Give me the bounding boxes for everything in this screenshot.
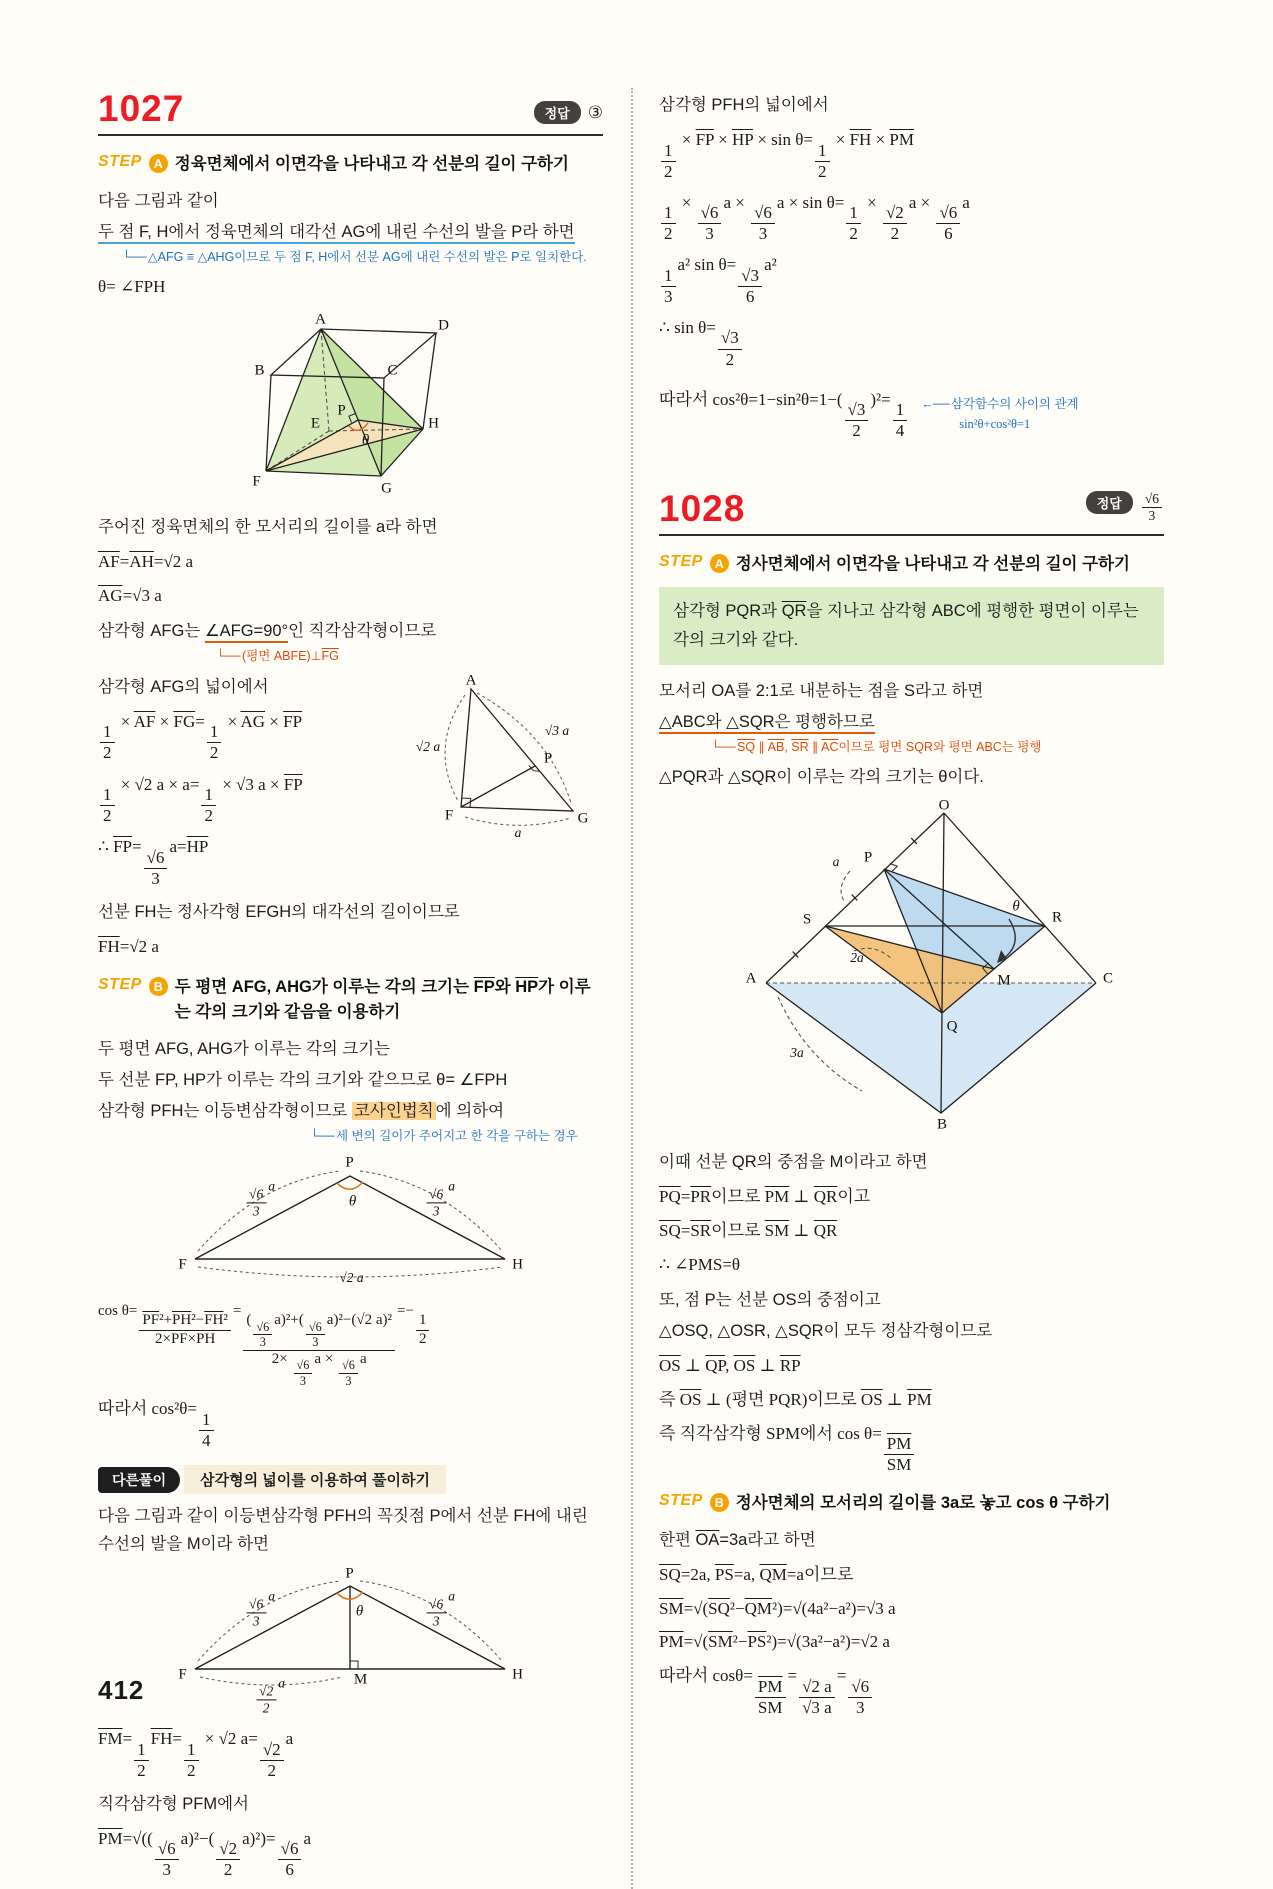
- step-label: STEP: [659, 553, 703, 571]
- formula-line: $\frac{1}{3}$ a² sin θ= $\frac{√3}{6}$ a²: [659, 253, 1164, 307]
- figure-side-label: a: [514, 824, 522, 840]
- answer-value: $\frac{√6}{3}$: [1140, 480, 1164, 524]
- problem-number: 1028: [659, 488, 746, 530]
- answer-value: ③: [587, 102, 603, 122]
- annotation-formula: sin²θ+cos²θ=1: [959, 417, 1031, 432]
- figure-label: P: [345, 1565, 354, 1582]
- text-line: [98, 1097, 603, 1125]
- figure-label: M: [353, 1671, 368, 1688]
- formula-line: $\overline{OS}$ ⊥ $\overline{QP}$, $\overline{OS}$ ⊥ $\overline{RP}$: [659, 1356, 801, 1376]
- hint-box: 삼각형 PQR과 $\overline{QR}$을 지나고 삼각형 ABC에 평행한 평면이 이루는 각의 크기와 같다.: [659, 587, 1164, 665]
- figure-side-label: √3 a: [544, 722, 570, 738]
- text-line: [98, 617, 603, 645]
- columns: [98, 88, 1213, 1889]
- figure-label: P: [863, 849, 873, 866]
- annotation-red: └── $\overline{SQ}$ ∥ $\overline{AB}$, $\overline{SR}$ ∥ $\overline{AC}$이므로 평면 SQR와 평면 ABC는 평행: [659, 739, 1164, 757]
- text-segment: 에 의하여: [435, 1102, 505, 1121]
- figure-label: O: [938, 797, 950, 814]
- figure-side-label: $\frac{√6}{3}$ a: [244, 1589, 275, 1630]
- figure-label: G: [381, 480, 392, 497]
- annotation-blue: └── △AFG ≡ △AHG이므로 두 점 F, H에서 선분 AG에 내린 수선의 발은 P로 일치한다.: [98, 249, 603, 267]
- figure-length-label: 2a: [850, 950, 864, 966]
- text-line: 두 선분 FP, HP가 이루는 각의 크기와 같으므로 θ= ∠FPH: [98, 1071, 508, 1090]
- figure-label: F: [252, 473, 261, 490]
- tetrahedron-drawing: [704, 801, 1119, 1136]
- annotation-blue: └── 세 변의 길이가 주어지고 한 각을 구하는 경우: [98, 1128, 603, 1146]
- tetrahedron-figure: [704, 797, 1119, 1136]
- figure-label: G: [577, 810, 589, 827]
- text-line: 모서리 OA를 2:1로 내분하는 점을 S라고 하면: [659, 681, 984, 700]
- formula-line: 따라서 cos²θ=1−sin²θ=1−( $\frac{√3}{2}$ )²= $\frac{1}{4}$: [659, 388, 909, 442]
- text-line: △OSQ, △OSR, △SQR이 모두 정삼각형이므로: [659, 1322, 993, 1341]
- triangle-afg-drawing: [401, 675, 603, 843]
- step-label: STEP: [98, 976, 142, 994]
- figure-label-theta: θ: [1012, 898, 1020, 915]
- figure-side-label: $\frac{√6}{3}$ a: [424, 1178, 455, 1219]
- text-line: 직각삼각형 PFM에서: [98, 1794, 249, 1813]
- underlined-text-red: △ABC와 △SQR은 평행하므로: [659, 713, 875, 734]
- page-number: 412: [98, 1675, 145, 1705]
- step-b-title: 두 평면 AFG, AHG가 이루는 각의 크기는 $\overline{FP}$와 $\overline{HP}$가 이루는 각의 크기와 같음을 이용하기: [174, 978, 591, 1022]
- figure-label-theta: θ: [361, 432, 370, 449]
- text-line: 다음 그림과 같이 이등변삼각형 PFH의 꼭짓점 P에서 선분 FH에 내린 수선의 발을 M이라 하면: [98, 1507, 588, 1554]
- formula-line: 즉 직각삼각형 SPM에서 cos θ= $\frac{\overline{PM}}{SM}$: [659, 1422, 1164, 1476]
- formula-line: cos θ= $\frac{\overline{PF}^2+\overline{PH}^2-\overline{FH}^2}{2\times\overline{PF}\times\overline{PH}}$ = ( $\frac{√6}{3}$ a)²+( $\frac{√6}{3}$ a)²−(√2 a)² 2× $\frac{√6}{3}$ a × $\frac{√6}{3}$ a =− $\frac{1}{2}$: [98, 1301, 603, 1389]
- step-a-title: 정육면체에서 이면각을 나타내고 각 선분의 길이 구하기: [174, 155, 569, 173]
- text-line: [98, 218, 603, 246]
- figure-label: B: [254, 362, 265, 379]
- text-line: 이때 선분 QR의 중점을 M이라고 하면: [659, 1153, 928, 1172]
- figure-label: S: [802, 911, 812, 928]
- formula-line: $\frac{1}{2}$ × √2 a × a= $\frac{1}{2}$ × √3 $a \times \overline{FP}$: [98, 773, 603, 827]
- problem-1027-continued: [659, 91, 1164, 450]
- step-b-heading: [98, 975, 603, 1025]
- figure-label: F: [178, 1666, 187, 1683]
- text-line: 한편 $\overline{OA}=3a$라고 하면: [659, 1531, 816, 1550]
- figure-label: D: [438, 317, 449, 334]
- problem-number: 1027: [98, 88, 185, 129]
- formula-line: $\overline{SQ}=\overline{SR}$이므로 $\overline{SM}$ ⊥ $\overline{QR}$: [659, 1221, 838, 1240]
- text-line: [659, 708, 1164, 736]
- left-column: [98, 88, 603, 1889]
- answer-label: 정답: [534, 101, 581, 124]
- problem-1028-header: [659, 488, 1164, 536]
- figure-label: H: [512, 1666, 523, 1683]
- text-line: △PQR과 △SQR이 이루는 각의 크기는 θ이다.: [659, 768, 984, 787]
- figure-label: Q: [946, 1018, 958, 1035]
- alt-solution-badge: 다른풀이: [98, 1467, 180, 1493]
- alt-solution-heading: [98, 1465, 603, 1494]
- figure-side-label: $\frac{√6}{3}$ a: [244, 1178, 275, 1219]
- formula-line: θ= ∠FPH: [98, 277, 166, 297]
- formula-line: 따라서 cosθ= $\frac{\overline{PM}}{SM}$ = $\frac{√2 a}{√3 a}$ = $\frac{√6}{3}$: [659, 1664, 1164, 1718]
- figure-label: P: [543, 750, 553, 767]
- cube-figure: [216, 309, 486, 505]
- figure-label: F: [444, 807, 454, 824]
- formula-line: $\overline{PQ}=\overline{PR}$이므로 $\overline{PM}$ ⊥ $\overline{QR}$이고: [659, 1187, 871, 1207]
- formula-line: $\overline{SQ}=2a$, $\overline{PS}=a$, $\overline{QM}=a$이므로: [659, 1565, 854, 1585]
- figure-side-label: $\frac{√6}{3}$ a: [424, 1589, 455, 1630]
- annotation-blue: [921, 394, 1078, 434]
- figure-label: P: [337, 402, 346, 419]
- formula-line: $\overline{PM}=√(\overline{SM}^2-\overline{PS}^2)=√(3a^2-a^2)=√2$ a: [659, 1632, 890, 1652]
- problem-1028: [659, 488, 1164, 1717]
- figure-label: A: [465, 672, 477, 689]
- figure-length-label: a: [832, 854, 840, 870]
- triangle-pfm-figure: [170, 1566, 532, 1718]
- figure-side-label: √2 a: [339, 1269, 364, 1285]
- problem-1027-header: [98, 88, 603, 136]
- triangle-afg-figure: [401, 672, 603, 843]
- annotation-red: └── (평면 $ABFE)\perp\overline{FG}$: [98, 648, 603, 666]
- highlighted-keyword: 코사인법칙: [353, 1102, 434, 1121]
- step-b-title: 정사면체의 모서리의 길이를 3a로 놓고 cos θ 구하기: [735, 1494, 1111, 1513]
- problem-1027: [98, 88, 603, 1880]
- step-b-badge-icon: B: [149, 977, 168, 996]
- answer-badge: [1086, 480, 1164, 524]
- text-line: 선분 FH는 정사각형 EFGH의 대각선의 길이이므로: [98, 902, 460, 921]
- figure-label: R: [1051, 909, 1063, 926]
- underlined-text: 두 점 F, H에서 정육면체의 대각선 AG에 내린 수선의 발을 P라 하면: [98, 223, 575, 244]
- text-line: 주어진 정육면체의 한 모서리의 길이를 a라 하면: [98, 517, 438, 536]
- formula-line: $\overline{AF}=\overline{AH}=√2$ a: [98, 552, 194, 572]
- column-divider: [631, 88, 633, 1889]
- right-column: [659, 88, 1164, 1889]
- figure-label: A: [315, 311, 326, 328]
- text-line: 삼각형 PFH의 넓이에서: [659, 96, 829, 114]
- figure-label: F: [178, 1256, 187, 1273]
- formula-line: $\overline{FM}=$ $\frac{1}{2}$ $\overline{FH}=$ $\frac{1}{2}$ × √2 a= $\frac{√2}{2}$ a: [98, 1729, 294, 1780]
- formula-line: ∴ ∠PMS=θ: [659, 1254, 741, 1274]
- step-label: STEP: [98, 153, 142, 170]
- figure-label: B: [936, 1116, 948, 1133]
- text-segment: 삼각형 PFH는 이등변삼각형이므로: [98, 1102, 352, 1121]
- step-a-heading: [659, 552, 1164, 577]
- formula-line: $\overline{PM}=√$(( $\frac{√6}{3}$ a)²−( $\frac{√2}{2}$ a)²)= $\frac{√6}{6}$ a: [98, 1828, 312, 1880]
- alt-solution-title: 삼각형의 넓이를 이용하여 풀이하기: [184, 1465, 446, 1494]
- figure-label-theta: θ: [355, 1603, 364, 1620]
- figure-label: C: [387, 362, 398, 379]
- text-line: 또, 점 P는 선분 OS의 중점이고: [659, 1291, 881, 1310]
- answer-label: 정답: [1086, 491, 1133, 514]
- figure-label-theta: θ: [348, 1193, 357, 1210]
- text-segment: 삼각형 AFG는: [98, 622, 205, 641]
- text-segment: 인 직각삼각형이므로: [288, 622, 437, 641]
- formula-line: ∴ sin θ= $\frac{√3}{2}$: [659, 316, 1164, 370]
- formula-line: ∴ $\overline{FP}=$ $\frac{√6}{3}$ $a=\overline{HP}$: [98, 837, 209, 888]
- step-label: STEP: [659, 1492, 703, 1510]
- triangle-pfm-drawing: [170, 1566, 532, 1718]
- figure-label: H: [428, 415, 439, 432]
- figure-label: P: [345, 1154, 354, 1171]
- step-a-badge-icon: A: [710, 554, 729, 573]
- text-line: 다음 그림과 같이: [98, 191, 219, 210]
- triangle-pfh-figure: [170, 1154, 532, 1292]
- step-b-heading: [659, 1491, 1164, 1516]
- formula-line: $\overline{SM}=√(\overline{SQ}^2-\overline{QM}^2)=√(4a^2-a^2)=√3$ a: [659, 1598, 896, 1618]
- figure-label: H: [512, 1256, 523, 1273]
- formula-line: 즉 $\overline{OS}$ ⊥ (평면 PQR)이므로 $\overline{OS}$ ⊥ $\overline{PM}$: [659, 1390, 932, 1410]
- figure-label: A: [745, 970, 757, 987]
- text-line: 두 평면 AFG, AHG가 이루는 각의 크기는: [98, 1039, 391, 1058]
- step-b-badge-icon: B: [710, 1493, 729, 1512]
- text-line: 삼각형 AFG의 넓이에서: [98, 677, 269, 696]
- formula-line: $\frac{1}{2}$ × $\frac{√6}{3}$ a × $\frac{√6}{3}$ a × sin θ= $\frac{1}{2}$ × $\frac{√2}{2}$ a × $\frac{√6}{6}$ a: [659, 191, 1164, 245]
- figure-label: C: [1102, 970, 1114, 987]
- step-a-heading: [98, 152, 603, 177]
- step-a-badge-icon: A: [149, 154, 168, 173]
- figure-side-label: $\frac{√2}{2}$ a: [254, 1676, 285, 1717]
- figure-side-label: √2 a: [415, 738, 441, 754]
- underlined-text-red: ∠AFG=90°: [205, 622, 288, 643]
- formula-line: $\frac{1}{2}$ × $\overline{FP} \times \overline{HP} \times \sin \theta=$ $\frac{1}{2}$ × $\overline{FH} \times \overline{PM}$: [659, 128, 1164, 182]
- annotation-text: ←── 삼각함수의 사이의 관계: [921, 394, 1078, 414]
- figure-length-label: 3a: [790, 1045, 804, 1061]
- answer-badge: [534, 101, 603, 124]
- formula-line: $\overline{FH}=√2$ a: [98, 936, 159, 956]
- formula-line: 따라서 cos²θ= $\frac{1}{4}$: [98, 1397, 603, 1451]
- figure-label: E: [310, 415, 321, 432]
- step-a-title: 정사면체에서 이면각을 나타내고 각 선분의 길이 구하기: [735, 555, 1130, 574]
- formula-line: $\overline{AG}=√3$ a: [98, 585, 162, 605]
- formula-with-note: [659, 379, 1164, 451]
- figure-label: M: [997, 972, 1011, 989]
- formula-line: $\frac{1}{2}$ × $\overline{AF} \times \overline{FG}=$ $\frac{1}{2}$ × $\overline{AG} \times \overline{FP}$: [98, 710, 603, 764]
